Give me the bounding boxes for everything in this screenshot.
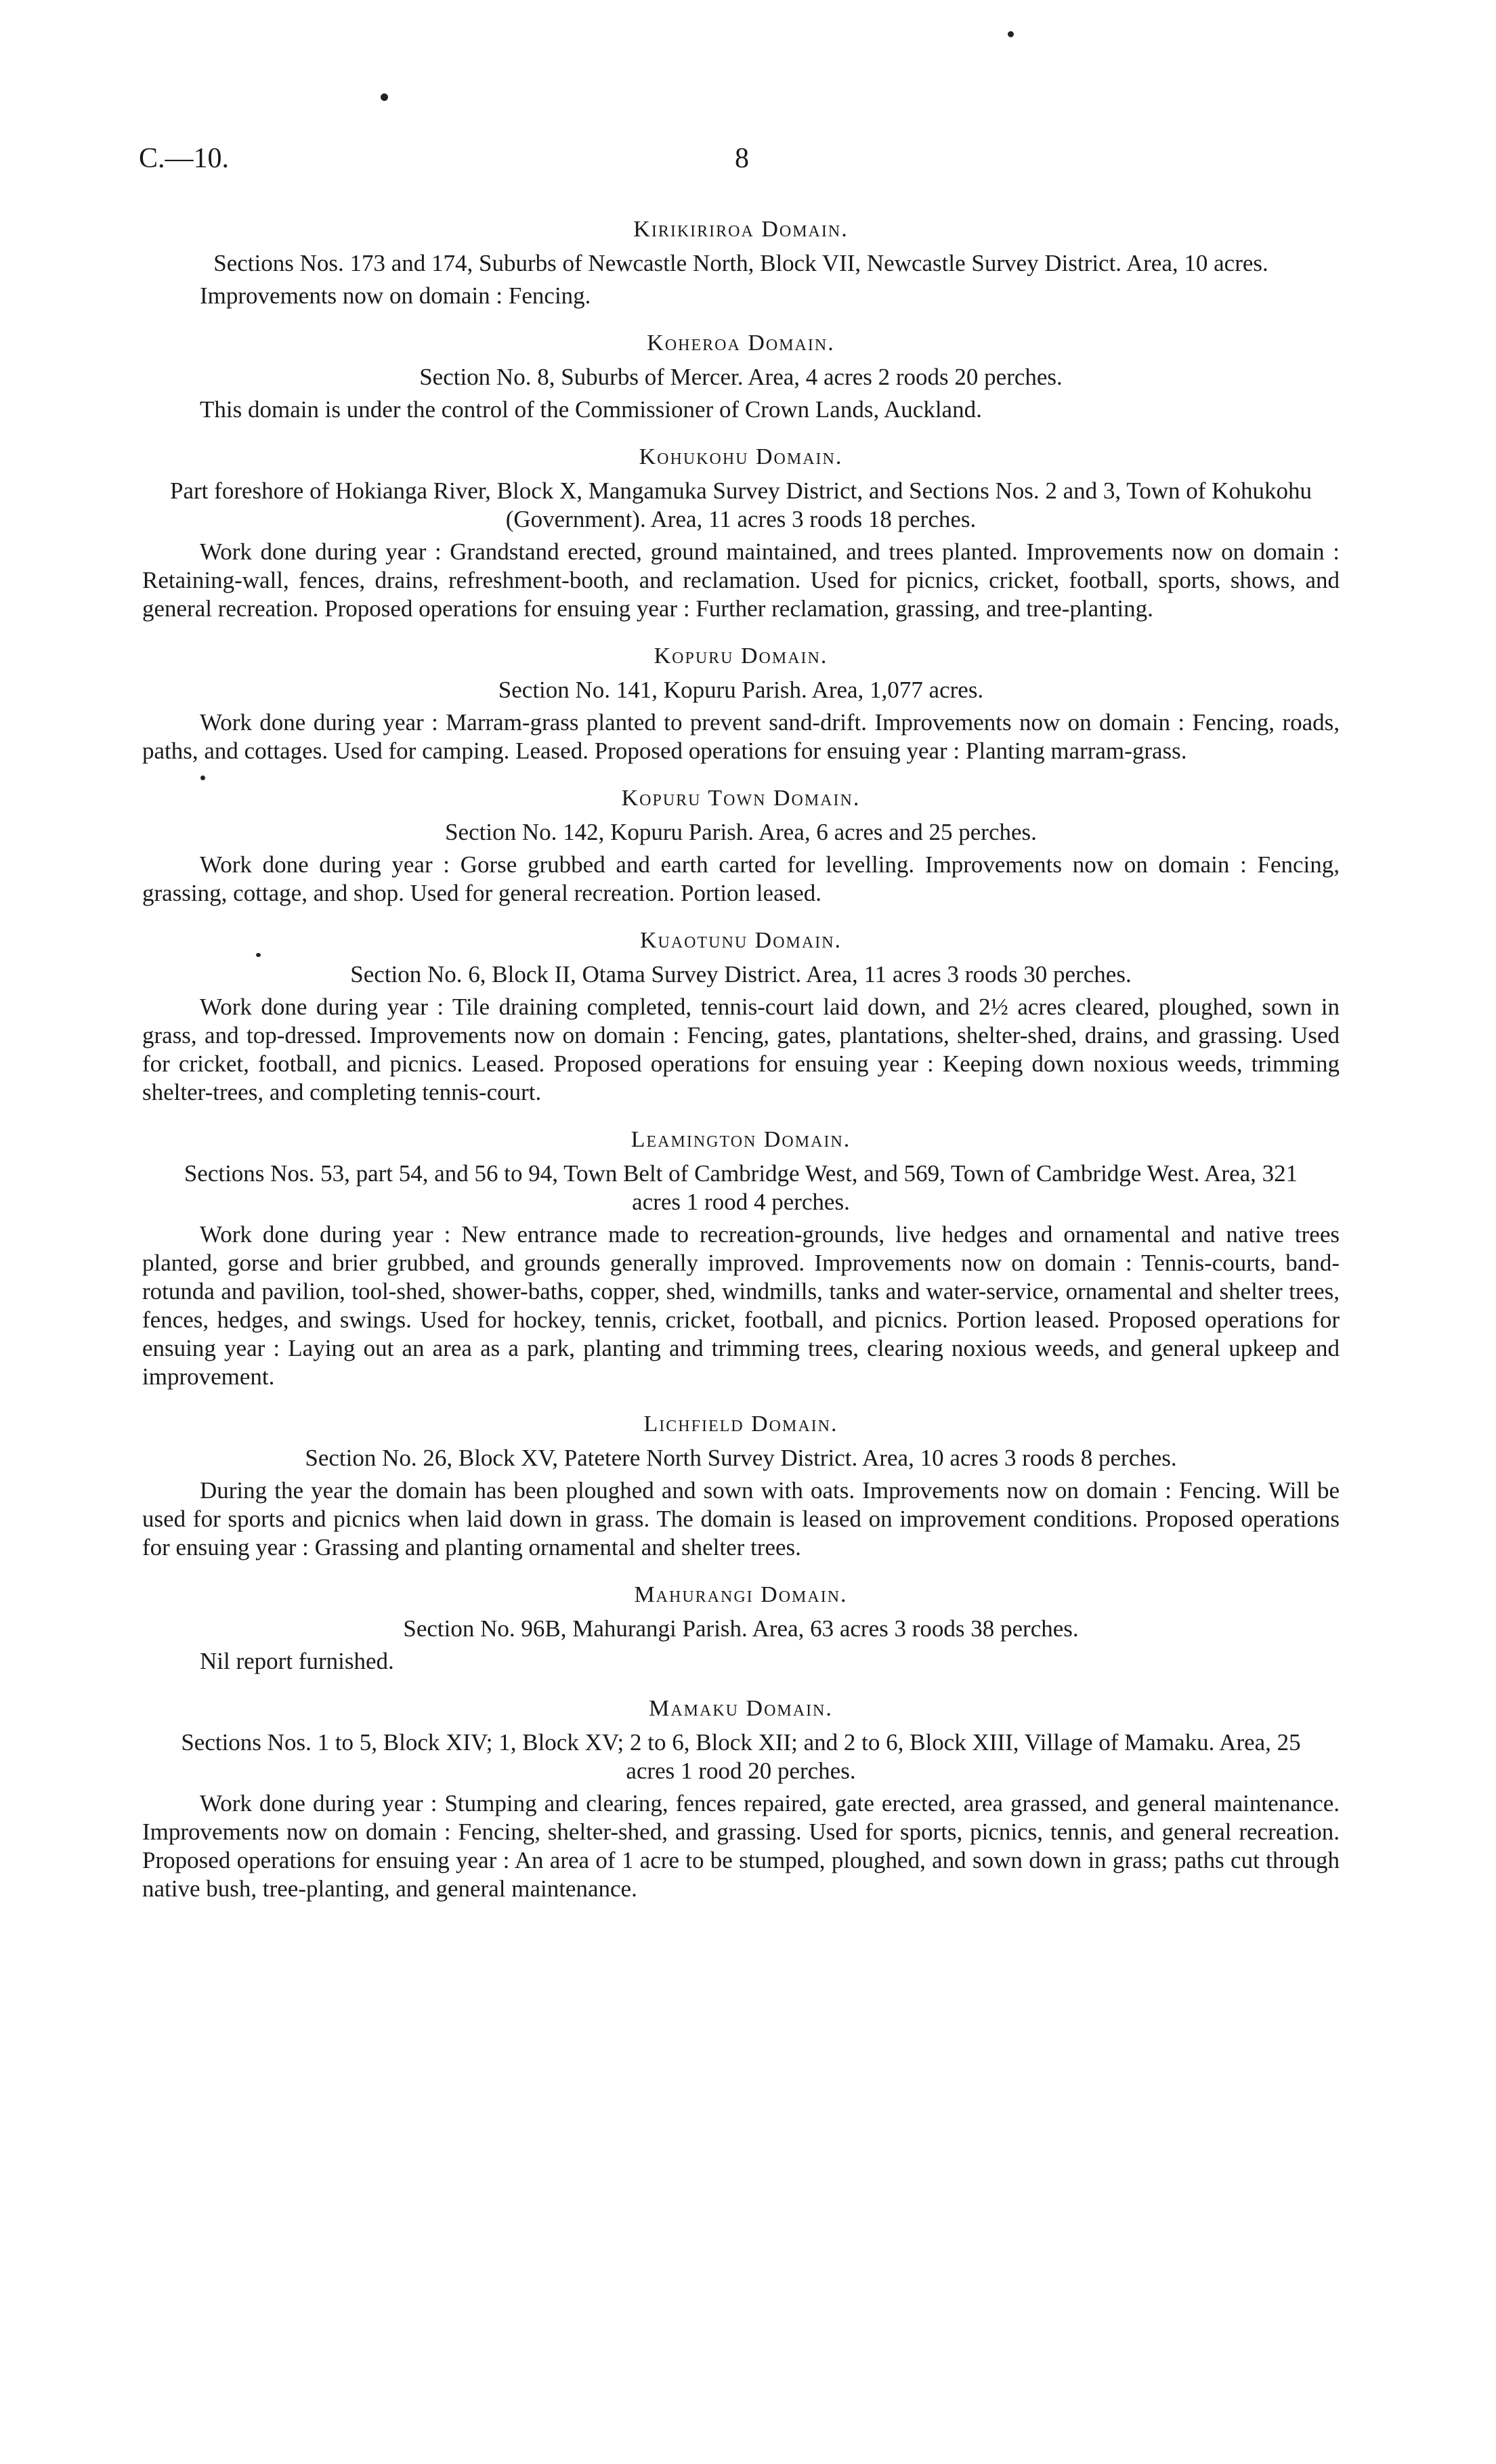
section-heading: Mamaku Domain. — [649, 1696, 833, 1721]
section-heading: Kuaotunu Domain. — [639, 928, 842, 953]
domain-section-kohukohu — [142, 443, 1340, 623]
section-description: Section No. 96B, Mahurangi Parish. Area, 63 acres 3 roods 38 perches. — [403, 1615, 1079, 1642]
section-paragraph: During the year the domain has been ploughed and sown with oats. Improvements now on domain : Fencing. Will be used for sports and picnics when laid down in grass. The domain is leased on improvement conditions. Proposed operations for ensuing year : Grassing and planting ornamental and shelter trees. — [142, 1477, 1340, 1560]
section-paragraph: Improvements now on domain : Fencing. — [200, 282, 591, 309]
domain-section-mahurangi — [142, 1581, 1340, 1676]
section-description: Section No. 8, Suburbs of Mercer. Area, 4 acres 2 roods 20 perches. — [419, 364, 1063, 390]
domain-section-lichfield — [142, 1410, 1340, 1562]
domain-section-kirikiriroa — [142, 215, 1340, 310]
section-heading: Kohukohu Domain. — [639, 444, 843, 469]
speck — [381, 93, 388, 101]
section-heading: Lichfield Domain. — [643, 1411, 838, 1437]
speck — [1008, 31, 1014, 37]
section-description: Sections Nos. 53, part 54, and 56 to 94, Town Belt of Cambridge West, and 569, Town of Cambridge West. Area, 321 acres 1 rood 4 perches. — [184, 1160, 1298, 1215]
page-number: 8 — [735, 143, 749, 174]
section-paragraph: Work done during year : Gorse grubbed and earth carted for levelling. Improvements now on domain : Fencing, grassing, cottage, and shop. Used for general recreation. Portion leased. — [142, 851, 1340, 906]
domain-section-kopuru-town — [142, 784, 1340, 908]
section-description: Section No. 26, Block XV, Patetere North Survey District. Area, 10 acres 3 roods 8 perches. — [305, 1445, 1177, 1471]
page-header — [139, 142, 1338, 190]
section-description: Sections Nos. 173 and 174, Suburbs of Newcastle North, Block VII, Newcastle Survey District. Area, 10 acres. — [213, 250, 1268, 276]
section-paragraph: This domain is under the control of the Commissioner of Crown Lands, Auckland. — [200, 396, 982, 423]
section-paragraph: Work done during year : Grandstand erected, ground maintained, and trees planted. Improvements now on domain : Retaining-wall, fences, drains, refreshment-booth, and reclamation. Used for picnics, cricket, football, sports, shows, and general recreation. Proposed operations for ensuing year : Further reclamation, grassing, and tree-planting. — [142, 538, 1340, 622]
section-paragraph: Nil report furnished. — [200, 1648, 394, 1674]
domain-section-koheroa — [142, 329, 1340, 424]
document-body — [142, 215, 1340, 1922]
section-heading: Kirikiriroa Domain. — [633, 217, 849, 242]
section-description: Section No. 6, Block II, Otama Survey District. Area, 11 acres 3 roods 30 perches. — [350, 961, 1132, 987]
domain-section-kuaotunu — [142, 927, 1340, 1107]
section-paragraph: Work done during year : Marram-grass planted to prevent sand-drift. Improvements now on domain : Fencing, roads, paths, and cottages. Used for camping. Leased. Proposed operations for ensuing year : Planting marram-grass. — [142, 709, 1340, 764]
section-description: Sections Nos. 1 to 5, Block XIV; 1, Block XV; 2 to 6, Block XII; and 2 to 6, Block XIII, Village of Mamaku. Area, 25 acres 1 rood 20 perches. — [181, 1729, 1301, 1784]
section-heading: Kopuru Town Domain. — [621, 786, 861, 811]
domain-section-kopuru — [142, 642, 1340, 765]
section-description: Part foreshore of Hokianga River, Block X, Mangamuka Survey District, and Sections Nos. 2 and 3, Town of Kohukohu (Government). Area, 11 acres 3 roods 18 perches. — [170, 477, 1312, 532]
section-heading: Kopuru Domain. — [654, 643, 828, 668]
section-description: Section No. 142, Kopuru Parish. Area, 6 acres and 25 perches. — [445, 819, 1037, 845]
domain-section-leamington — [142, 1126, 1340, 1391]
document-code: C.—10. — [139, 143, 230, 174]
section-paragraph: Work done during year : New entrance made to recreation-grounds, live hedges and ornamental and native trees planted, gorse and brier grubbed, and grounds generally improved. Improvements now on domain : Tennis-courts, band-rotunda and pavilion, tool-shed, shower-baths, copper, shed, windmills, tanks and water-service, ornamental and shelter trees, fences, hedges, and swings. Used for hockey, tennis, cricket, football, and picnics. Portion leased. Proposed operations for ensuing year : Laying out an area as a park, planting and trimming trees, clearing noxious weeds, and general upkeep and improvement. — [142, 1221, 1340, 1390]
section-heading: Leamington Domain. — [631, 1127, 851, 1152]
section-description: Section No. 141, Kopuru Parish. Area, 1,077 acres. — [498, 677, 984, 703]
section-paragraph: Work done during year : Stumping and clearing, fences repaired, gate erected, area grassed, and general maintenance. Improvements now on domain : Fencing, shelter-shed, and grassing. Used for sports, picnics, tennis, and general recreation. Proposed operations for ensuing year : An area of 1 acre to be stumped, ploughed, and sown down in grass; paths cut through native bush, tree-planting, and general maintenance. — [142, 1790, 1340, 1902]
section-heading: Koheroa Domain. — [647, 331, 835, 356]
section-paragraph: Work done during year : Tile draining completed, tennis-court laid down, and 2½ acres cleared, ploughed, sown in grass, and top-dressed. Improvements now on domain : Fencing, gates, plantations, shelter-shed, drains, and grassing. Used for cricket, football, and picnics. Leased. Proposed operations for ensuing year : Keeping down noxious weeds, trimming shelter-trees, and completing tennis-court. — [142, 994, 1340, 1105]
section-heading: Mahurangi Domain. — [634, 1582, 848, 1607]
domain-section-mamaku — [142, 1695, 1340, 1903]
